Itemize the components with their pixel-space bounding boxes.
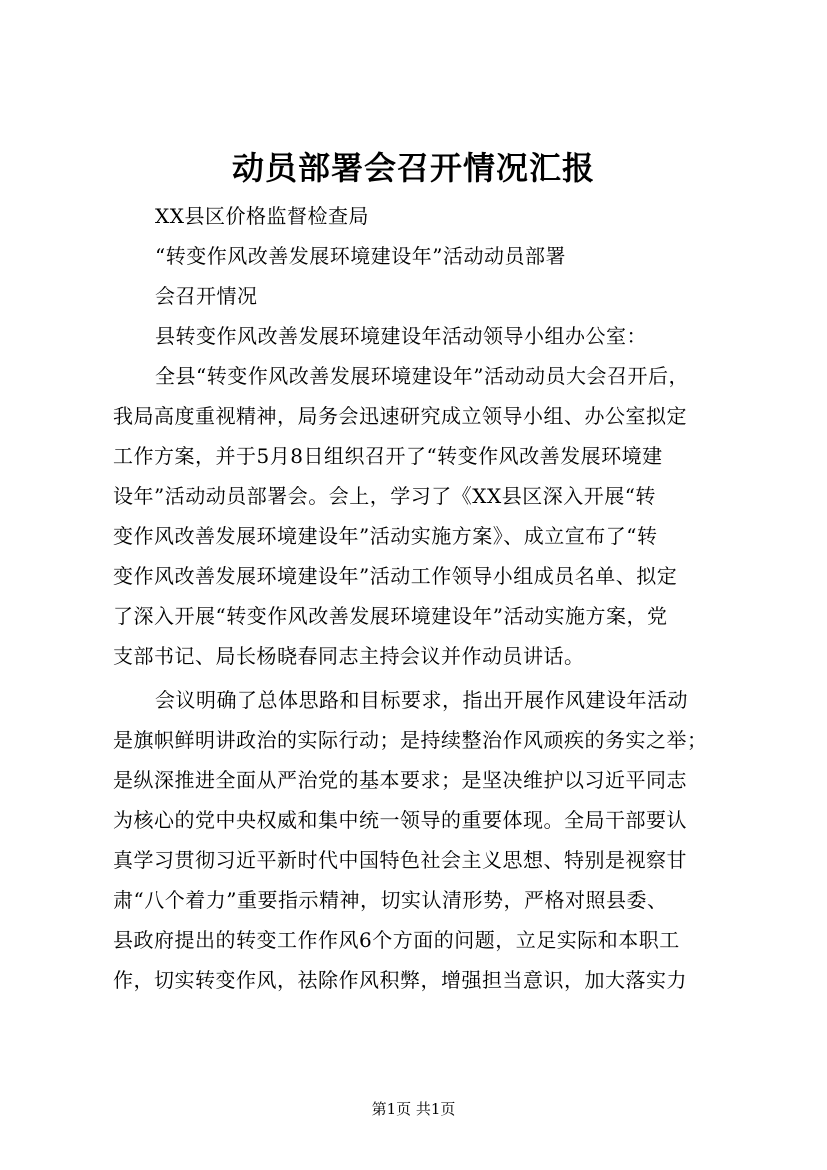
paragraph-line: 是纵深推进全面从严治党的基本要求；是坚决维护以习近平同志 bbox=[113, 768, 687, 792]
paragraph-line: 会议明确了总体思路和目标要求，指出开展作风建设年活动 bbox=[155, 688, 688, 712]
paragraph-line: 县政府提出的转变工作作风6个方面的问题，立足实际和本职工 bbox=[113, 928, 680, 952]
paragraph-line: 作，切实转变作风，祛除作风积弊，增强担当意识，加大落实力 bbox=[113, 968, 687, 992]
paragraph-line: 变作风改善发展环境建设年”活动实施方案》、成立宣布了“转 bbox=[113, 524, 658, 548]
paragraph-line: 为核心的党中央权威和集中统一领导的重要体现。全局干部要认 bbox=[113, 808, 687, 832]
heading-line: “转变作风改善发展环境建设年”活动动员部署 bbox=[155, 244, 566, 268]
paragraph-line: 我局高度重视精神，局务会迅速研究成立领导小组、办公室拟定 bbox=[113, 404, 687, 428]
paragraph-line: 全县“转变作风改善发展环境建设年”活动动员大会召开后， bbox=[155, 364, 689, 388]
paragraph-line: 肃“八个着力”重要指示精神，切实认清形势，严格对照县委、 bbox=[113, 888, 668, 912]
paragraph-line: 设年”活动动员部署会。会上，学习了《XX县区深入开展“转 bbox=[113, 484, 656, 508]
page-footer: 第1页 共1页 bbox=[371, 1100, 456, 1118]
document-body bbox=[113, 196, 735, 1000]
heading-line: XX县区价格监督检查局 bbox=[155, 204, 369, 228]
paragraph-line: 变作风改善发展环境建设年”活动工作领导小组成员名单、拟定 bbox=[113, 564, 678, 588]
heading-line: 会召开情况 bbox=[155, 284, 258, 308]
paragraph-line: 真学习贯彻习近平新时代中国特色社会主义思想、特别是视察甘 bbox=[113, 848, 687, 872]
heading-line: 县转变作风改善发展环境建设年活动领导小组办公室： bbox=[155, 324, 647, 348]
document-title: 动员部署会召开情况汇报 bbox=[231, 149, 595, 187]
paragraph-line: 了深入开展“转变作风改善发展环境建设年”活动实施方案，党 bbox=[113, 604, 668, 628]
paragraph-line: 工作方案，并于5月8日组织召开了“转变作风改善发展环境建 bbox=[113, 444, 663, 468]
paragraph-line: 是旗帜鲜明讲政治的实际行动；是持续整治作风顽疾的务实之举； bbox=[113, 728, 708, 752]
paragraph-line: 支部书记、局长杨晓春同志主持会议并作动员讲话。 bbox=[113, 644, 585, 668]
